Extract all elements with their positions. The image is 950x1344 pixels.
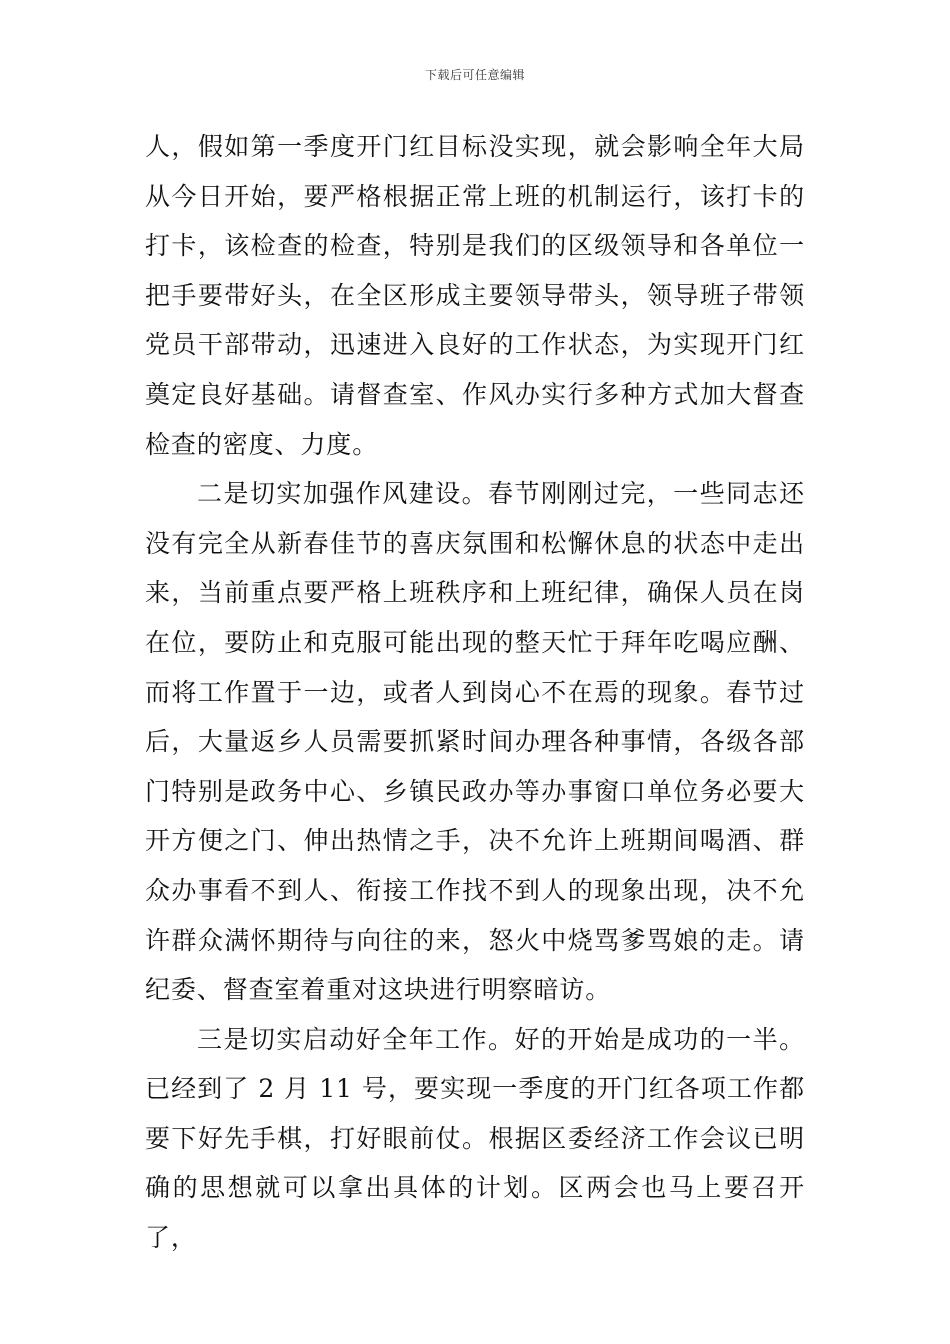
paragraph-work-style: 二是切实加强作风建设。春节刚刚过完，一些同志还没有完全从新春佳节的喜庆氛围和松懈休息的状态中走出来，当前重点要严格上班秩序和上班纪律，确保人员在岗在位，要防止和克服可能出现的整天忙于拜年吃喝应酬、而将工作置于一边，或者人到岗心不在焉的现象。春节过后，大量返乡人员需要抓紧时间办理各种事情，各级各部门特别是政务中心、乡镇民政办等办事窗口单位务必要大开方便之门、伸出热情之手，决不允许上班期间喝酒、群众办事看不到人、衔接工作找不到人的现象出现，决不允许群众满怀期待与向往的来，怒火中烧骂爹骂娘的走。请纪委、督查室着重对这块进行明察暗访。 bbox=[145, 479, 805, 1005]
document-body bbox=[145, 122, 805, 1263]
paragraph-annual-work: 三是切实启动好全年工作。好的开始是成功的一半。已经到了 2 月 11 号，要实现一季度的开门红各项工作都要下好先手棋，打好眼前仗。根据区委经济工作会议已明确的思想就可以拿出具体的计划。区两会也马上要召开了， bbox=[145, 1024, 805, 1253]
paragraph-continuation: 人，假如第一季度开门红目标没实现，就会影响全年大局从今日开始，要严格根据正常上班的机制运行，该打卡的打卡，该检查的检查，特别是我们的区级领导和各单位一把手要带好头，在全区形成主要领导带头，领导班子带领党员干部带动，迅速进入良好的工作状态，为实现开门红奠定良好基础。请督查室、作风办实行多种方式加大督查检查的密度、力度。 bbox=[145, 132, 805, 459]
page-header: 下载后可任意编辑 bbox=[424, 68, 525, 82]
